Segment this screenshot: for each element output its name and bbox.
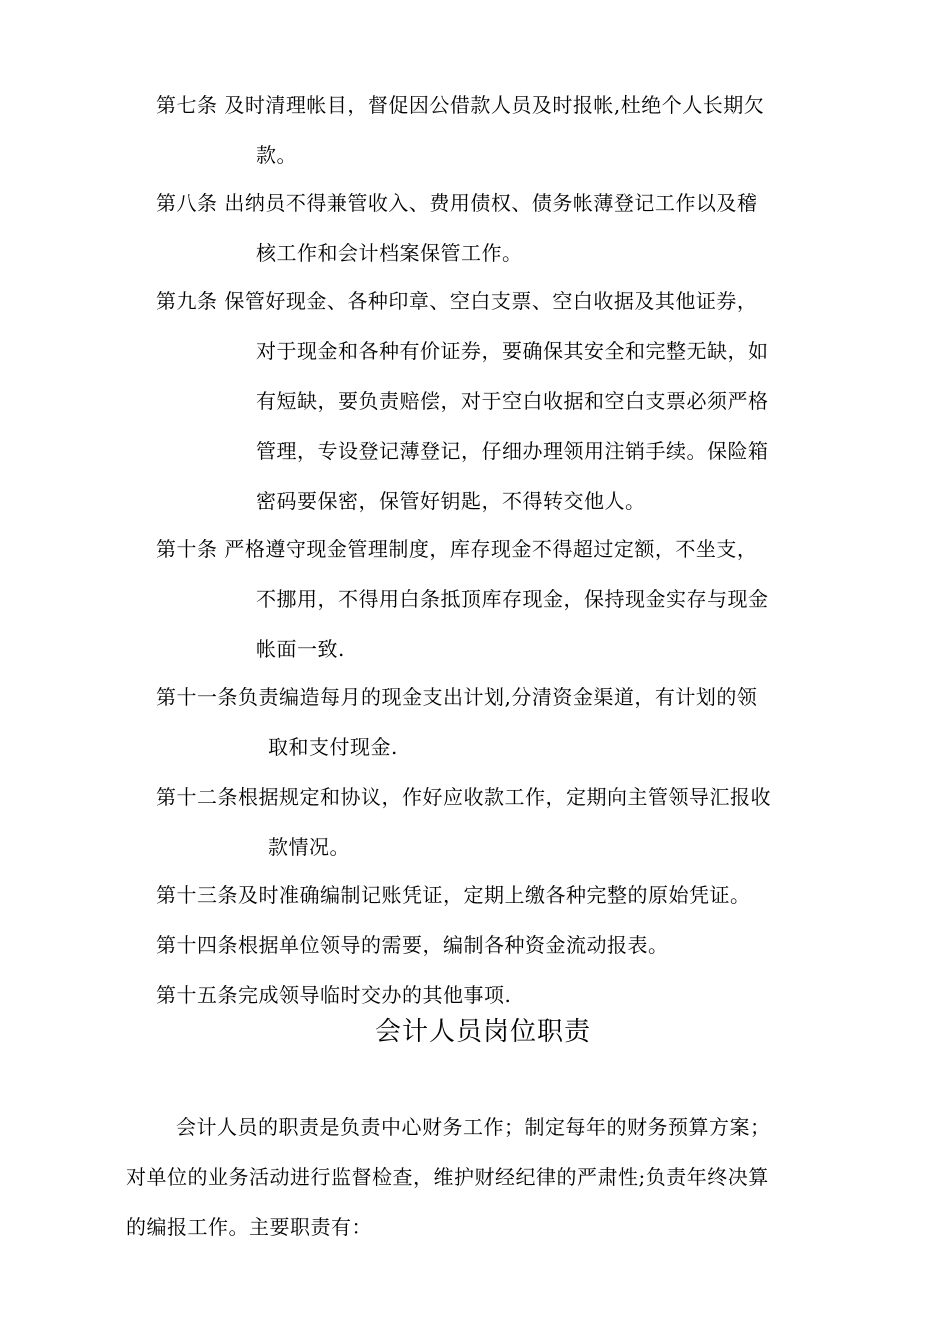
article-line: 第十四条根据单位领导的需要，编制各种资金流动报表。 [156,933,669,957]
article-13 [156,870,846,920]
article-line: 管理，专设登记薄登记，仔细办理领用注销手续。保险箱 [256,439,769,463]
article-line: 有短缺，要负责赔偿，对于空白收据和空白支票必须严格 [256,389,769,413]
article-7 [156,80,846,180]
article-10 [156,524,846,674]
article-line: 密码要保密，保管好钥匙，不得转交他人。 [256,489,646,513]
article-line: 款。 [256,143,297,167]
article-line: 核工作和会计档案保管工作。 [256,241,523,265]
article-line: 对于现金和各种有价证券，要确保其安全和完整无缺，如 [256,339,769,363]
article-line: 第十二条根据规定和协议，作好应收款工作，定期向主管领导汇报收 [156,785,771,809]
article-line: 第十一条负责编造每月的现金支出计划,分清资金渠道，有计划的领 [156,685,758,709]
article-line: 取和支付现金. [268,735,398,759]
article-line: 不挪用，不得用白条抵顶库存现金，保持现金实存与现金 [256,587,769,611]
article-line: 第十条 严格遵守现金管理制度，库存现金不得超过定额，不坐支， [156,537,758,561]
article-11 [156,672,846,772]
article-line: 第九条 保管好现金、各种印章、空白支票、空白收据及其他证券， [156,289,758,313]
intro-paragraph [126,1102,846,1252]
article-9 [156,276,846,526]
article-8 [156,178,846,278]
article-line: 款情况。 [268,835,350,859]
intro-line: 对单位的业务活动进行监督检查，维护财经纪律的严肃性;负责年终决算 [126,1165,769,1189]
article-14 [156,920,846,970]
article-line: 第七条 及时清理帐目，督促因公借款人员及时报帐,杜绝个人长期欠 [156,93,765,117]
article-line: 第十五条完成领导临时交办的其他事项. [156,983,512,1007]
article-12 [156,772,846,872]
section-title: 会计人员岗位职责 [374,1017,591,1047]
article-line: 帐面一致. [256,637,345,661]
article-line: 第十三条及时准确编制记账凭证，定期上缴各种完整的原始凭证。 [156,883,751,907]
intro-line: 会计人员的职责是负责中心财务工作；制定每年的财务预算方案； [176,1115,771,1139]
intro-line: 的编报工作。主要职责有： [126,1215,372,1239]
article-line: 第八条 出纳员不得兼管收入、费用债权、债务帐薄登记工作以及稽 [156,191,758,215]
